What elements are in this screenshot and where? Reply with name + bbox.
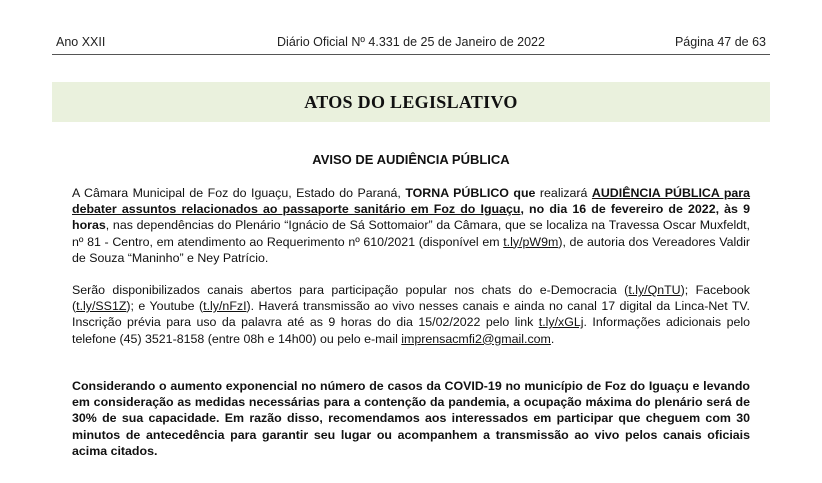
p2-text-6: . <box>550 331 555 346</box>
header-divider <box>52 54 770 55</box>
section-title: ATOS DO LEGISLATIVO <box>304 91 518 112</box>
link-facebook[interactable]: t.ly/SS1Z <box>76 299 127 314</box>
p2-text-2: ); Facebook ( <box>72 283 750 314</box>
notice-paragraph-3: Considerando o aumento exponencial no número de casos da COVID-19 no município de Foz do Iguaçu e levando em consideração as medidas necessárias para a contenção da pandemia, a ocupação máxima do plenário será de 30% de sua capacidade. Em razão disso, recomendamos aos interessados em participar que cheguem com 30 minutos de antecedência para garantir seu lugar ou acompanhem a transmissão ao vivo pelos canais oficiais acima citados. <box>72 379 750 458</box>
link-edemocracia[interactable]: t.ly/QnTU <box>628 283 681 297</box>
p1-text-2: realizará <box>535 186 592 200</box>
link-youtube[interactable]: t.ly/nFzI <box>203 299 247 314</box>
email-link[interactable]: imprensacmfi2@gmail.com <box>401 331 551 346</box>
p1-hearing-date: , no dia 16 de fevereiro de 2022, às 9 horas <box>72 202 750 233</box>
p1-text-4: ), de autoria dos Vereadores Valdir de Souza “Maninho” e Ney Patrício. <box>72 234 750 265</box>
page-number: Página 47 de 63 <box>674 35 766 49</box>
p2-text-5: . Informações adicionais pelo telefone (45) 3521-8158 (entre 08h e 14h00) ou pelo e-mail <box>72 315 751 346</box>
p2-text-3: ); e Youtube ( <box>126 299 204 314</box>
notice-title: AVISO DE AUDIÊNCIA PÚBLICA <box>312 152 510 167</box>
section-banner <box>52 82 770 122</box>
p1-hearing-subject: AUDIÊNCIA PÚBLICA para debater assuntos relacionados ao passaporte sanitário em Foz do Iguaçu <box>72 186 751 217</box>
p1-emphasis-1: TORNA PÚBLICO que <box>405 186 536 200</box>
p2-text-4: ). Haverá transmissão ao vivo nesses canais e ainda no canal 17 digital da Linca-Net TV. Inscrição prévia para uso da palavra até as 9 horas do dia 15/02/2022 pelo link <box>72 299 751 330</box>
p1-text-1: A Câmara Municipal de Foz do Iguaçu, Estado do Paraná, <box>72 186 406 200</box>
volume-label: Ano XXII <box>56 35 106 49</box>
link-inscricao[interactable]: t.ly/xGLj <box>538 315 584 330</box>
p2-text-1: Serão disponibilizados canais abertos para participação popular nos chats do e-Democracia ( <box>72 283 629 297</box>
notice-paragraph-1 <box>72 185 750 266</box>
p1-text-3: , nas dependências do Plenário “Ignácio de Sá Sottomaior” da Câmara, que se localiza na Travessa Oscar Muxfeldt, nº 81 - Centro, em atendimento ao Requerimento nº 610/2021 (disponível em <box>72 218 750 249</box>
notice-paragraph-2 <box>72 282 750 347</box>
gazette-title: Diário Oficial Nº 4.331 de 25 de Janeiro de 2022 <box>277 35 545 49</box>
link-requerimento[interactable]: t.ly/pW9m <box>503 234 559 249</box>
